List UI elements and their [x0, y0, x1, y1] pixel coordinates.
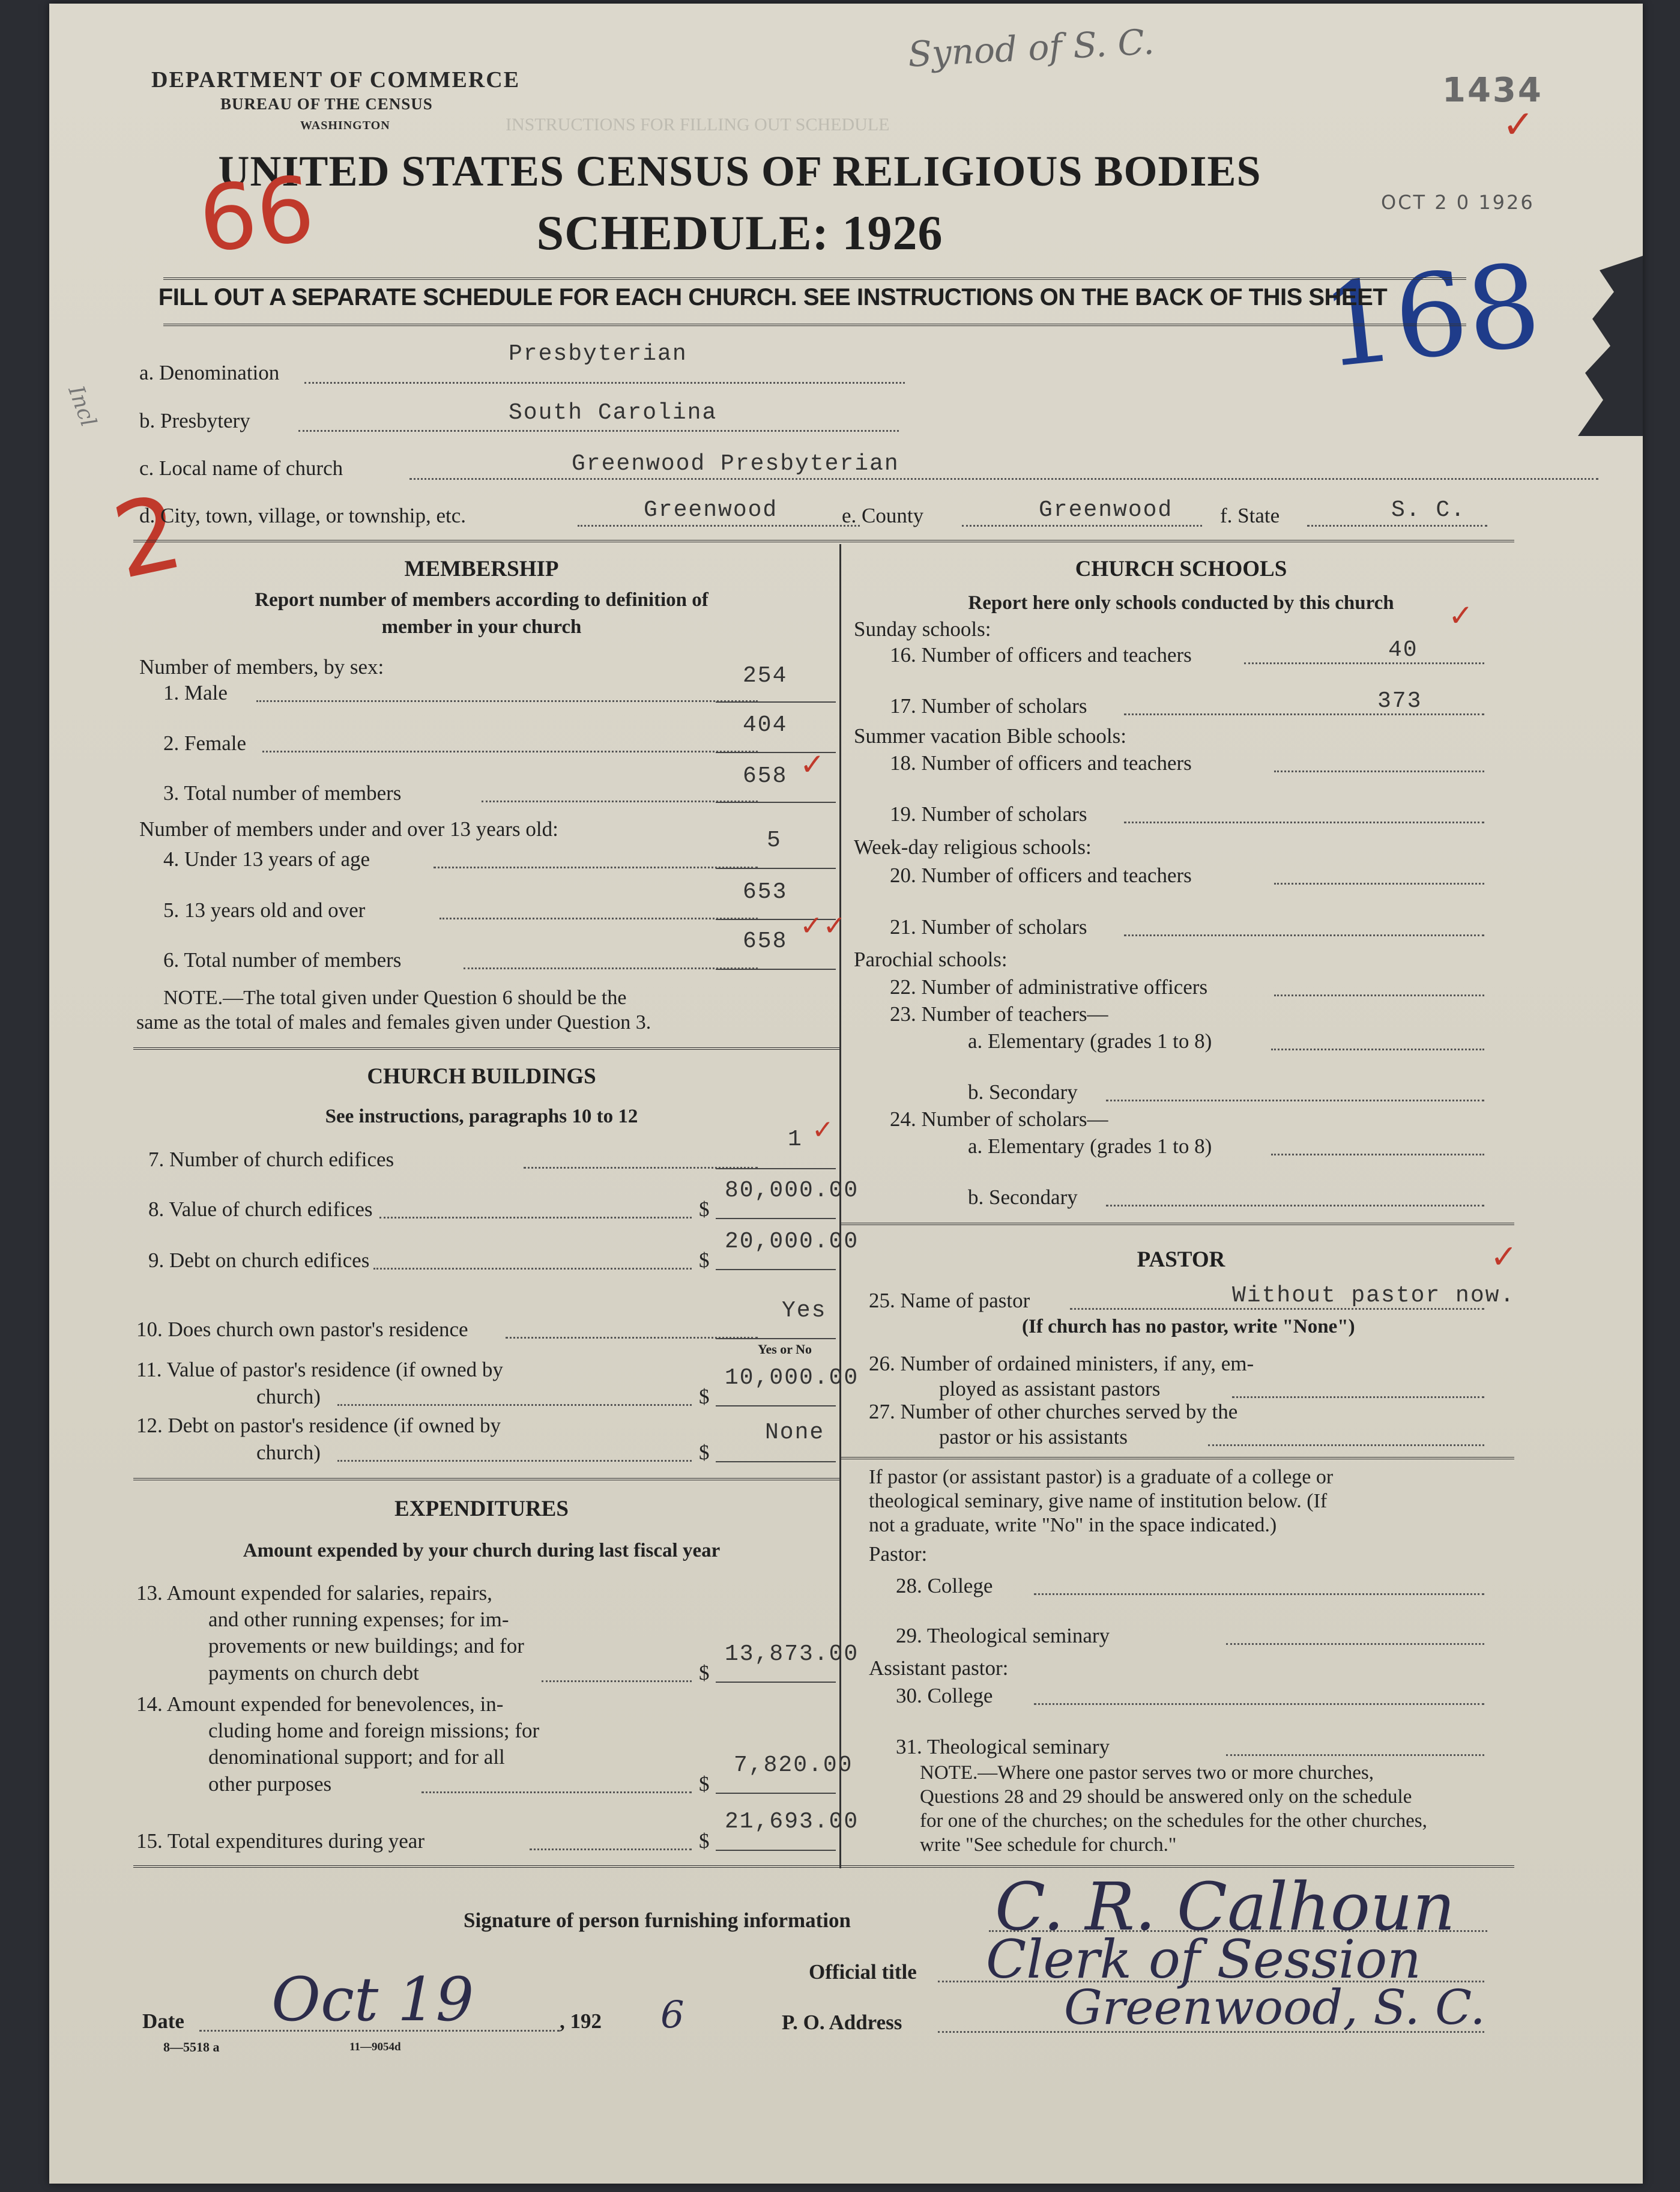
- q24a-label: a. Elementary (grades 1 to 8): [968, 1134, 1212, 1158]
- q1-male-value: 254: [743, 663, 788, 689]
- q2-female-value: 404: [743, 712, 788, 738]
- signature-value: C. R. Calhoun: [995, 1868, 1455, 1945]
- sunday-schools-label: Sunday schools:: [854, 617, 991, 641]
- county-label: e. County: [842, 504, 924, 527]
- q3-total-value: 658: [743, 763, 788, 789]
- q6-total-value: 658: [743, 928, 788, 954]
- q13-dollar: $: [699, 1661, 710, 1685]
- q9-label: 9. Debt on church edifices: [148, 1249, 370, 1272]
- q9-value: 20,000.00: [725, 1229, 859, 1255]
- red-check-icon: ✓: [1448, 598, 1473, 633]
- q10-value: Yes: [782, 1298, 827, 1324]
- graduate-instruction-2: theological seminary, give name of institution below. (If: [869, 1490, 1328, 1512]
- po-address-label: P. O. Address: [782, 2011, 902, 2034]
- print-code: 11—9054d: [349, 2041, 401, 2053]
- q11-label-2: church): [256, 1385, 321, 1408]
- q4-label: 4. Under 13 years of age: [163, 847, 370, 871]
- q25-hint: (If church has no pastor, write "None"): [1022, 1316, 1355, 1337]
- q7-edifices-value: 1: [788, 1127, 803, 1152]
- q17-label: 17. Number of scholars: [890, 694, 1087, 718]
- q26-label-1: 26. Number of ordained ministers, if any, em-: [869, 1352, 1254, 1375]
- pastor-note-2: Questions 28 and 29 should be answered only on the schedule: [920, 1786, 1412, 1808]
- q10-yes-no-hint: Yes or No: [758, 1342, 812, 1357]
- official-title-value: Clerk of Session: [986, 1928, 1421, 1990]
- q6-label: 6. Total number of members: [163, 948, 402, 972]
- q26-label-2: ployed as assistant pastors: [939, 1377, 1161, 1400]
- q13-label-line-4: payments on church debt: [208, 1661, 419, 1685]
- q3-label: 3. Total number of members: [163, 781, 402, 805]
- red-number-annotation: 66: [194, 157, 319, 273]
- q22-label: 22. Number of administrative officers: [890, 975, 1208, 999]
- q17-value: 373: [1377, 688, 1422, 714]
- city-label: d. City, town, village, or township, etc.: [139, 504, 467, 527]
- q31-label: 31. Theological seminary: [896, 1735, 1110, 1758]
- form-number: 1434: [1442, 71, 1543, 110]
- q21-label: 21. Number of scholars: [890, 915, 1087, 939]
- q20-label: 20. Number of officers and teachers: [890, 864, 1192, 887]
- state-label: f. State: [1220, 504, 1280, 527]
- q24b-label: b. Secondary: [968, 1185, 1078, 1209]
- q8-label: 8. Value of church edifices: [148, 1197, 373, 1221]
- q13-value: 13,873.00: [725, 1641, 859, 1667]
- membership-subheading-2: member in your church: [381, 616, 582, 638]
- denomination-label: a. Denomination: [139, 361, 280, 384]
- assistant-education-label: Assistant pastor:: [869, 1656, 1009, 1680]
- date-year-digit: 6: [660, 1993, 684, 2036]
- membership-subheading-1: Report number of members according to definition of: [255, 589, 709, 611]
- membership-note-2: same as the total of males and females given under Question 3.: [136, 1011, 651, 1034]
- red-check-icon: ✓: [800, 747, 825, 782]
- q16-label: 16. Number of officers and teachers: [890, 643, 1192, 667]
- schedule-title: SCHEDULE: 1926: [536, 205, 943, 260]
- instruction-banner: FILL OUT A SEPARATE SCHEDULE FOR EACH CHURCH. SEE INSTRUCTIONS ON THE BACK OF THIS SHEET: [158, 284, 1388, 310]
- graduate-instruction-1: If pastor (or assistant pastor) is a graduate of a college or: [869, 1466, 1334, 1488]
- presbytery-value: South Carolina: [509, 400, 718, 426]
- po-address-value: Greenwood, S. C.: [1064, 1979, 1485, 2035]
- presbytery-label: b. Presbytery: [139, 409, 250, 432]
- pastor-education-label: Pastor:: [869, 1542, 928, 1566]
- form-title: UNITED STATES CENSUS OF RELIGIOUS BODIES: [218, 147, 1262, 195]
- q11-label-1: 11. Value of pastor's residence (if owned by: [136, 1358, 503, 1381]
- q25-pastor-value: Without pastor now.: [1232, 1283, 1515, 1309]
- members-by-sex-label: Number of members, by sex:: [139, 655, 384, 679]
- blue-number-annotation: 168: [1316, 238, 1547, 394]
- county-value: Greenwood: [1039, 497, 1173, 523]
- bureau-name: BUREAU OF THE CENSUS: [220, 95, 433, 113]
- q2-label: 2. Female: [163, 731, 247, 755]
- q14-label-line-1: 14. Amount expended for benevolences, in-: [136, 1692, 504, 1716]
- pastor-note-3: for one of the churches; on the schedules for the other churches,: [920, 1810, 1427, 1832]
- schools-heading: CHURCH SCHOOLS: [1075, 557, 1287, 581]
- census-schedule-paper: [49, 4, 1643, 2184]
- q27-label-1: 27. Number of other churches served by the: [869, 1400, 1238, 1423]
- membership-note-1: NOTE.—The total given under Question 6 should be the: [163, 987, 627, 1009]
- q12-dollar: $: [699, 1441, 710, 1464]
- graduate-instruction-3: not a graduate, write "No" in the space indicated.): [869, 1514, 1277, 1536]
- form-code: 8—5518 a: [163, 2039, 220, 2054]
- buildings-subheading: See instructions, paragraphs 10 to 12: [325, 1106, 638, 1127]
- q14-label-line-2: cluding home and foreign missions; for: [208, 1719, 540, 1742]
- red-check-icon: ✓✓: [800, 909, 847, 942]
- bleed-through-heading: INSTRUCTIONS FOR FILLING OUT SCHEDULE: [506, 115, 890, 135]
- received-date-stamp: OCT 2 0 1926: [1381, 191, 1535, 214]
- q15-value: 21,693.00: [725, 1809, 859, 1835]
- q25-label: 25. Name of pastor: [869, 1289, 1030, 1312]
- q11-dollar: $: [699, 1385, 710, 1408]
- q14-dollar: $: [699, 1772, 710, 1796]
- schools-subheading: Report here only schools conducted by this church: [968, 592, 1394, 614]
- q16-value: 40: [1388, 637, 1418, 663]
- q5-over-13-value: 653: [743, 879, 788, 905]
- q12-label-2: church): [256, 1441, 321, 1464]
- pencil-synod-note: Synod of S. C.: [907, 21, 1155, 75]
- q8-dollar: $: [699, 1197, 710, 1221]
- q1-label: 1. Male: [163, 681, 228, 704]
- red-check-icon: ✓: [1490, 1238, 1518, 1276]
- q14-value: 7,820.00: [734, 1752, 853, 1778]
- q7-label: 7. Number of church edifices: [148, 1148, 394, 1171]
- red-check-icon: ✓: [812, 1115, 834, 1145]
- expenditures-heading: EXPENDITURES: [394, 1497, 569, 1521]
- pastor-note-4: write "See schedule for church.": [920, 1834, 1177, 1856]
- red-check-icon: ✓: [1502, 103, 1535, 147]
- q15-dollar: $: [699, 1829, 710, 1853]
- church-name-label: c. Local name of church: [139, 456, 343, 480]
- red-margin-mark: 2: [103, 472, 192, 603]
- date-value: Oct 19: [271, 1964, 474, 2035]
- q4-under-13-value: 5: [767, 828, 782, 853]
- members-by-age-label: Number of members under and over 13 years old:: [139, 817, 558, 841]
- pastor-heading: PASTOR: [1137, 1247, 1225, 1272]
- date-label: Date: [142, 2009, 184, 2033]
- q29-label: 29. Theological seminary: [896, 1624, 1110, 1647]
- signature-label: Signature of person furnishing information: [464, 1909, 851, 1932]
- q13-label-line-1: 13. Amount expended for salaries, repairs,: [136, 1581, 492, 1605]
- q13-label-line-2: and other running expenses; for im-: [208, 1608, 509, 1631]
- q15-label: 15. Total expenditures during year: [136, 1829, 425, 1853]
- q14-label-line-3: denominational support; and for all: [208, 1745, 505, 1769]
- official-title-label: Official title: [809, 1960, 917, 1984]
- q11-value: 10,000.00: [725, 1365, 859, 1391]
- q28-label: 28. College: [896, 1574, 993, 1597]
- denomination-value: Presbyterian: [509, 341, 687, 367]
- department-name: DEPARTMENT OF COMMERCE: [151, 67, 521, 92]
- q14-label-line-4: other purposes: [208, 1772, 332, 1796]
- torn-edge: [1571, 256, 1643, 436]
- q5-label: 5. 13 years old and over: [163, 898, 366, 922]
- church-name-value: Greenwood Presbyterian: [572, 451, 899, 477]
- q8-value: 80,000.00: [725, 1178, 859, 1203]
- q24-label: 24. Number of scholars—: [890, 1107, 1108, 1131]
- q12-label-1: 12. Debt on pastor's residence (if owned by: [136, 1414, 501, 1437]
- summer-schools-label: Summer vacation Bible schools:: [854, 724, 1126, 748]
- q10-label: 10. Does church own pastor's residence: [136, 1318, 468, 1341]
- column-divider: [839, 544, 841, 1868]
- weekday-schools-label: Week-day religious schools:: [854, 835, 1092, 859]
- q13-label-line-3: provements or new buildings; and for: [208, 1634, 524, 1658]
- q12-value: None: [765, 1420, 825, 1446]
- date-year-prefix: , 192: [560, 2009, 602, 2033]
- membership-heading: MEMBERSHIP: [404, 557, 559, 581]
- q9-dollar: $: [699, 1249, 710, 1272]
- parochial-schools-label: Parochial schools:: [854, 948, 1008, 971]
- buildings-heading: CHURCH BUILDINGS: [367, 1064, 596, 1089]
- q23a-label: a. Elementary (grades 1 to 8): [968, 1029, 1212, 1053]
- q18-label: 18. Number of officers and teachers: [890, 751, 1192, 775]
- pastor-note-1: NOTE.—Where one pastor serves two or more churches,: [920, 1762, 1374, 1784]
- q27-label-2: pastor or his assistants: [939, 1425, 1128, 1449]
- state-value: S. C.: [1391, 497, 1466, 523]
- q23b-label: b. Secondary: [968, 1080, 1078, 1104]
- expenditures-subheading: Amount expended by your church during last fiscal year: [243, 1540, 721, 1561]
- q19-label: 19. Number of scholars: [890, 802, 1087, 826]
- pencil-margin-note: Incl: [63, 383, 101, 430]
- city-value: Greenwood: [644, 497, 778, 523]
- q23-label: 23. Number of teachers—: [890, 1002, 1108, 1026]
- q30-label: 30. College: [896, 1684, 993, 1707]
- bureau-city: WASHINGTON: [300, 119, 390, 132]
